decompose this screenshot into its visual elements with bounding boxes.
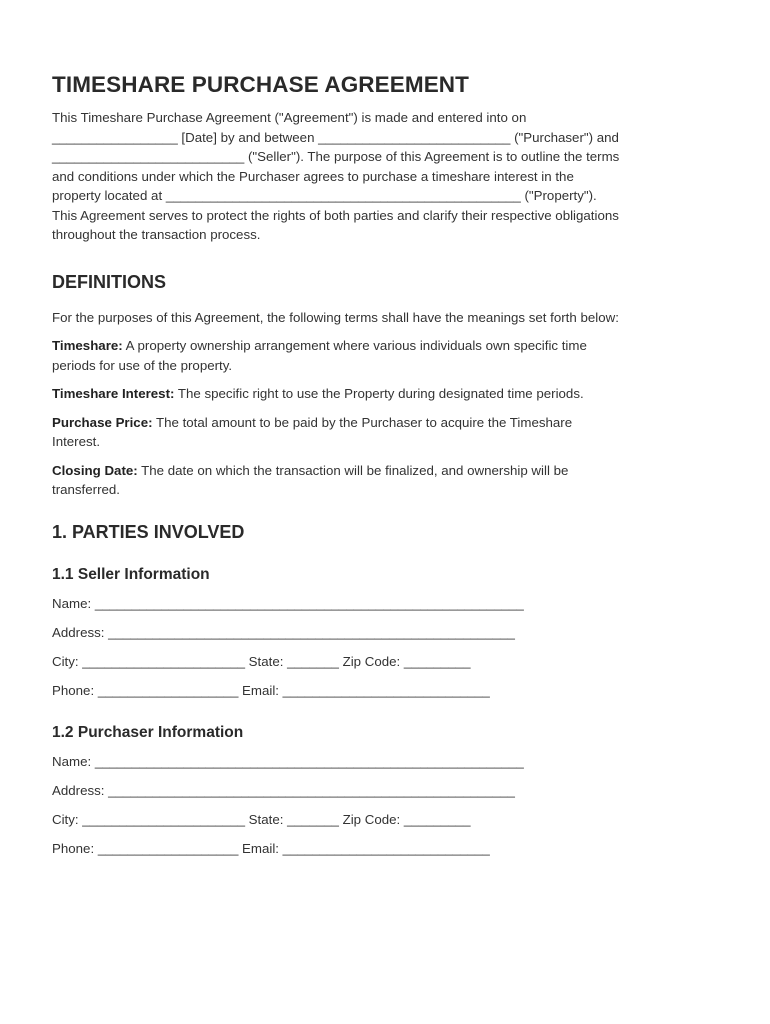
purchaser-name-field[interactable]: Name: __________________________________________________________ — [52, 753, 524, 769]
definition-line: periods for use of the property. — [52, 357, 233, 373]
intro-line: This Timeshare Purchase Agreement ("Agreement") is made and entered into on — [52, 110, 527, 125]
intro-line: and conditions under which the Purchaser agrees to purchase a timeshare interest in the — [52, 168, 574, 184]
definitions-lead: For the purposes of this Agreement, the following terms shall have the meanings set forth below: — [52, 309, 619, 325]
definition-term: Timeshare: — [52, 338, 123, 353]
definition-purchase-price — [52, 413, 722, 452]
definition-term: Closing Date: — [52, 462, 138, 478]
document-content — [52, 70, 722, 858]
definition-line: Interest. — [52, 434, 101, 449]
intro-line: __________________________ ("Seller"). The purpose of this Agreement is to outline the terms — [52, 149, 620, 164]
definition-term: Timeshare Interest: — [52, 386, 175, 401]
document-title: TIMESHARE PURCHASE AGREEMENT — [52, 72, 469, 97]
intro-line: property located at ________________________________________________ ("Property"). — [52, 188, 597, 203]
definition-text: A property ownership arrangement where various individuals own specific time — [122, 338, 587, 353]
definition-text: The date on which the transaction will be finalized, and ownership will be — [137, 462, 569, 478]
purchaser-address-field[interactable]: Address: _______________________________________________________ — [52, 782, 515, 798]
definition-term: Purchase Price: — [52, 414, 153, 430]
definition-line — [52, 336, 722, 356]
definition-line — [52, 413, 722, 433]
intro-line: _________________ [Date] by and between __________________________ ("Purchaser") and — [52, 129, 619, 145]
definition-closing-date — [52, 461, 722, 500]
definition-line — [52, 461, 722, 481]
definition-timeshare-interest — [52, 384, 722, 404]
parties-heading: 1. PARTIES INVOLVED — [52, 521, 245, 542]
intro-line: throughout the transaction process. — [52, 227, 261, 242]
intro-paragraph — [52, 108, 722, 245]
seller-address-field[interactable]: Address: _______________________________________________________ — [52, 624, 515, 640]
purchaser-phone-email-field[interactable]: Phone: ___________________ Email: ____________________________ — [52, 840, 490, 856]
seller-phone-email-field[interactable]: Phone: ___________________ Email: ____________________________ — [52, 682, 490, 698]
definition-line — [52, 384, 722, 404]
purchaser-heading: 1.2 Purchaser Information — [52, 723, 244, 741]
definition-text: The total amount to be paid by the Purchaser to acquire the Timeshare — [152, 414, 573, 430]
definitions-heading: DEFINITIONS — [52, 271, 167, 292]
definition-line: transferred. — [52, 482, 120, 497]
seller-heading: 1.1 Seller Information — [52, 565, 210, 583]
intro-line: This Agreement serves to protect the rights of both parties and clarify their respective obligations — [52, 207, 619, 223]
seller-city-state-zip-field[interactable]: City: ______________________ State: _______ Zip Code: _________ — [52, 653, 471, 669]
purchaser-city-state-zip-field[interactable]: City: ______________________ State: _______ Zip Code: _________ — [52, 811, 471, 827]
seller-name-field[interactable]: Name: __________________________________________________________ — [52, 595, 524, 611]
definition-text: The specific right to use the Property during designated time periods. — [174, 386, 584, 401]
definition-timeshare — [52, 336, 722, 375]
